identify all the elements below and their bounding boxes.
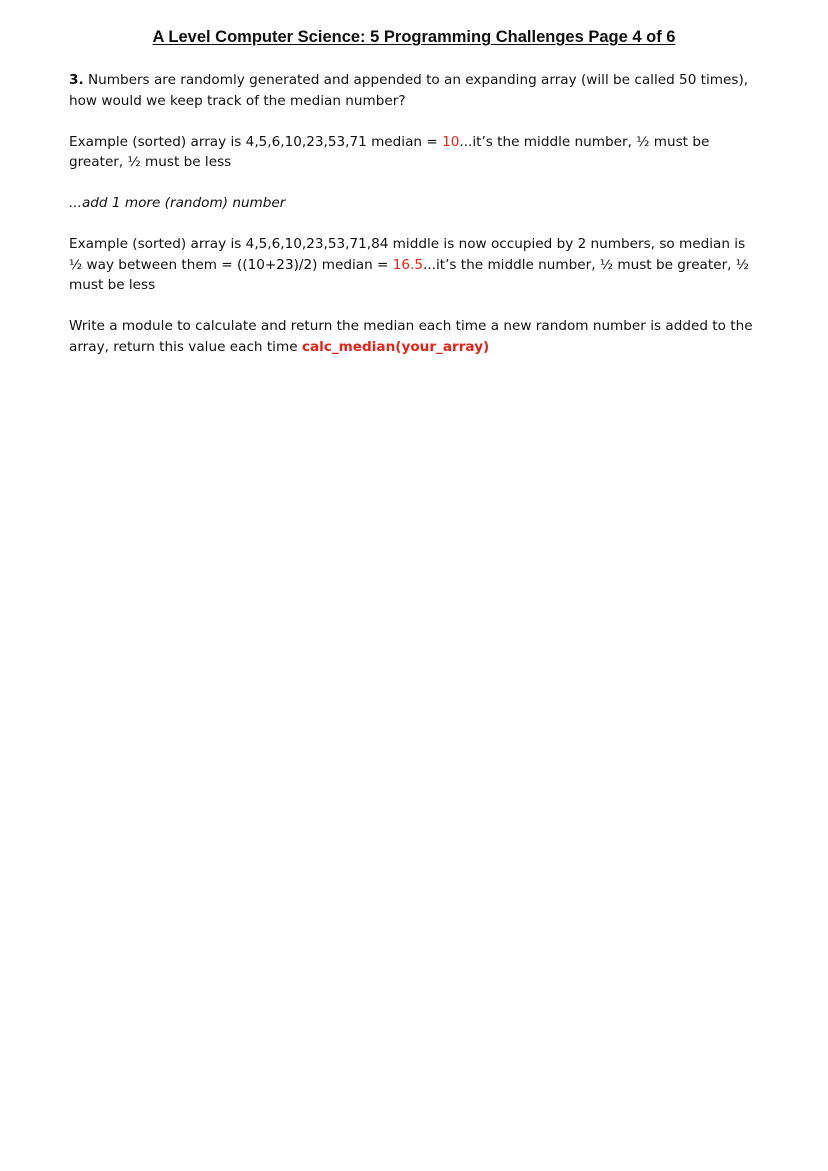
task-paragraph [69, 316, 759, 357]
document-body [69, 70, 759, 378]
question-text: Numbers are randomly generated and appended to an expanding array (will be called 50 times), how would we keep track of the median number? [69, 72, 749, 109]
example-1-median: 10 [442, 133, 460, 150]
example-2-median: 16.5 [392, 256, 424, 273]
example-2-explanation: ...it’s the middle number, ½ must be greater, ½ must be less [69, 256, 749, 293]
example-1-explanation: ...it’s the middle number, ½ must be greater, ½ must be less [69, 133, 710, 170]
example-1-text: Example (sorted) array is 4,5,6,10,23,53,71 median = [69, 133, 443, 150]
page-title: A Level Computer Science: 5 Programming Challenges Page 4 of 6 [152, 28, 676, 46]
function-name: calc_median(your_array) [301, 338, 490, 355]
example-2-paragraph [69, 234, 759, 296]
example-1-paragraph [69, 132, 759, 173]
add-number-note: ...add 1 more (random) number [69, 195, 286, 211]
question-paragraph [69, 70, 759, 111]
example-2-text: Example (sorted) array is 4,5,6,10,23,53,71,84 middle is now occupied by 2 numbers, so median is ½ way between them = ((10+23)/2) median = [69, 236, 746, 273]
task-text: Write a module to calculate and return the median each time a new random number is added to the array, return this value each time [69, 318, 753, 355]
question-number: 3. [69, 72, 84, 88]
